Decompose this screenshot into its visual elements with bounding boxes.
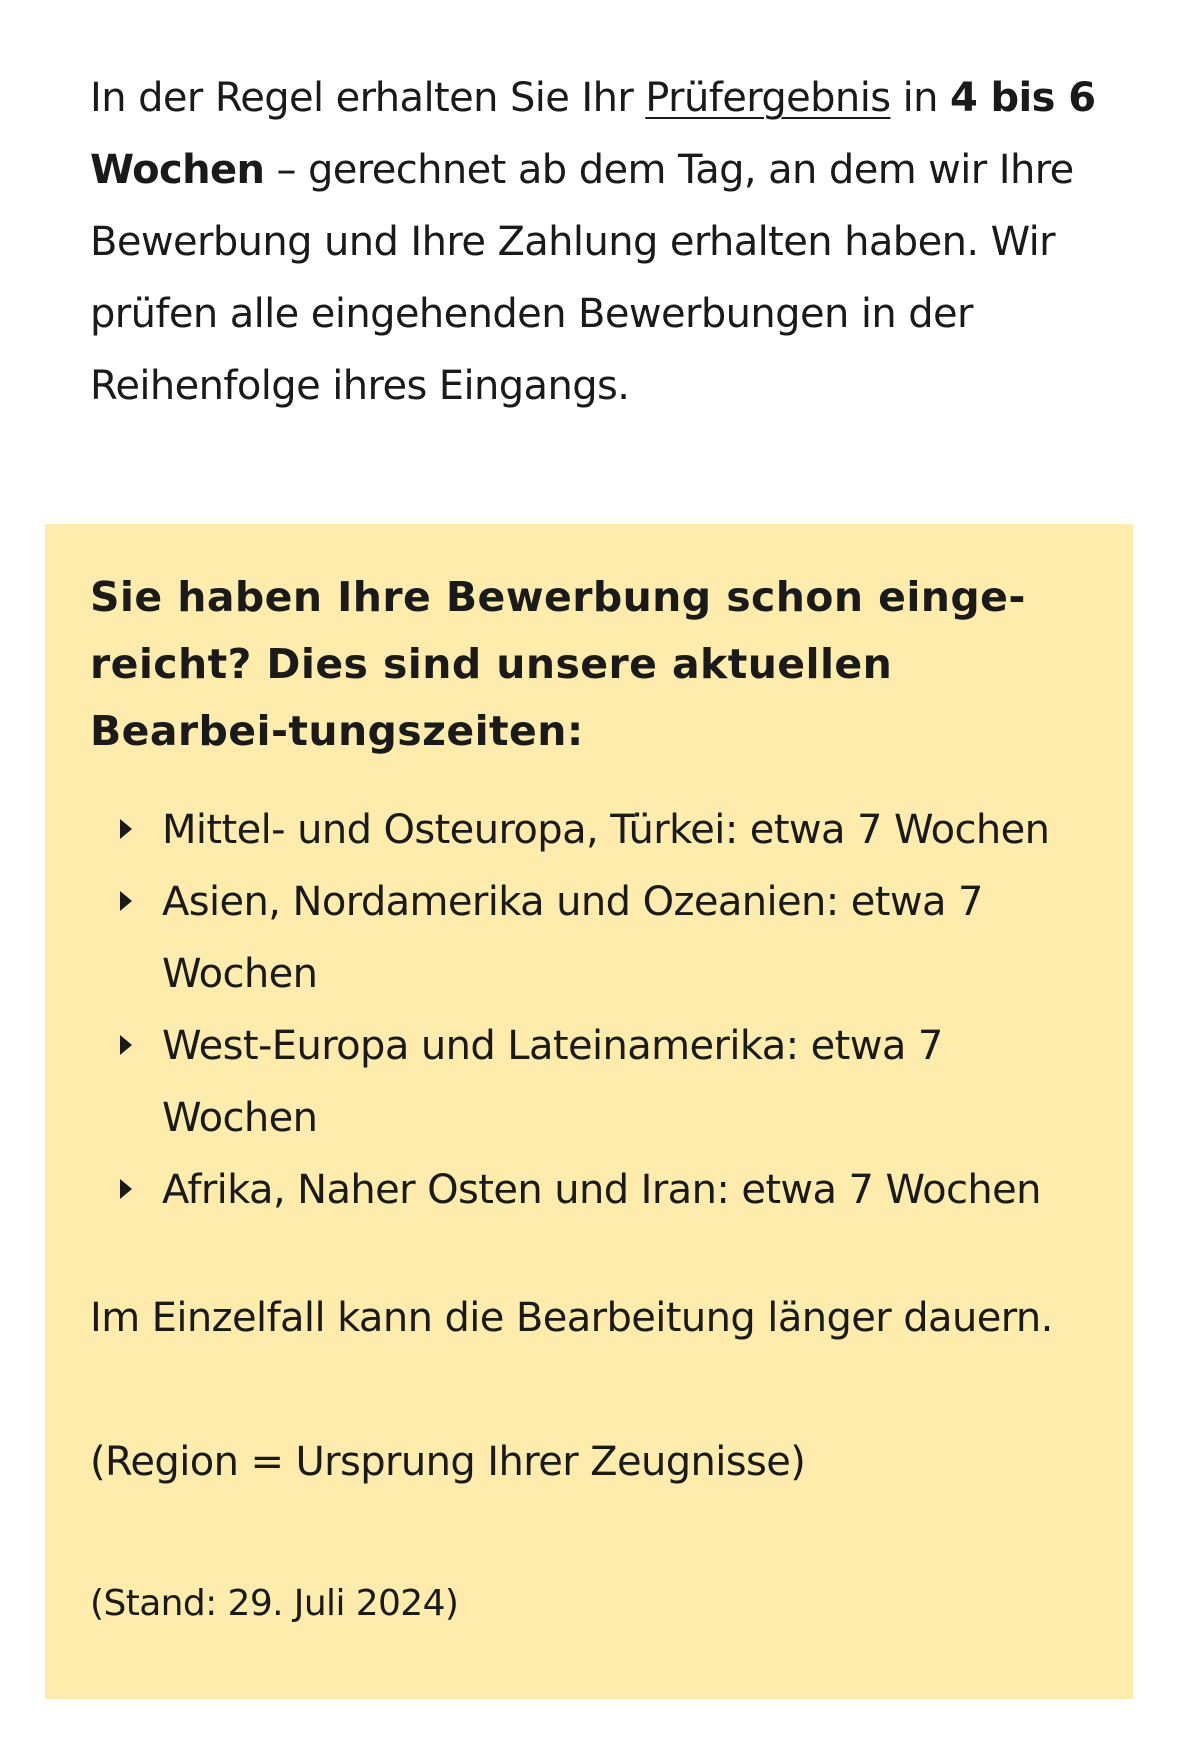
list-item-label: West-Europa und Lateinamerika: etwa 7 Wochen (162, 1023, 943, 1141)
processing-times-box (45, 524, 1133, 1699)
list-item-label: Mittel- und Osteuropa, Türkei: etwa 7 Wochen (162, 807, 1050, 853)
pruefergebnis-link[interactable]: Prüfergebnis (645, 75, 891, 121)
list-item (90, 1154, 1100, 1226)
triangle-right-icon (120, 819, 132, 839)
triangle-right-icon (120, 891, 132, 911)
intro-text-start: In der Regel erhalten Sie Ihr (90, 75, 646, 121)
list-item (90, 794, 1100, 866)
intro-text-in: in (890, 75, 950, 121)
triangle-right-icon (120, 1179, 132, 1199)
list-item-label: Asien, Nordamerika und Ozeanien: etwa 7 Wochen (162, 879, 983, 997)
stand-date-note: (Stand: 29. Juli 2024) (90, 1583, 459, 1624)
intro-paragraph (90, 62, 1100, 422)
intro-text-end: – gerechnet ab dem Tag, an dem wir Ihre Bewerbung und Ihre Zahlung erhalten haben. Wir prüfen alle eingehenden Bewerbungen in der Reihenfolge ihres Eingangs. (90, 147, 1074, 409)
region-note: (Region = Ursprung Ihrer Zeugnisse) (90, 1439, 806, 1485)
triangle-right-icon (120, 1035, 132, 1055)
processing-duration: 4 bis 6 Wochen (90, 75, 1096, 193)
list-item-label: Afrika, Naher Osten und Iran: etwa 7 Wochen (162, 1167, 1041, 1213)
delay-note: Im Einzelfall kann die Bearbeitung länger dauern. (90, 1295, 1053, 1341)
processing-times-list (90, 794, 1100, 1226)
list-item (90, 866, 1100, 1010)
processing-times-heading: Sie haben Ihre Bewerbung schon einge-reicht? Dies sind unsere aktuellen Bearbei-tungszeiten: (90, 573, 1026, 755)
list-item (90, 1010, 1100, 1154)
